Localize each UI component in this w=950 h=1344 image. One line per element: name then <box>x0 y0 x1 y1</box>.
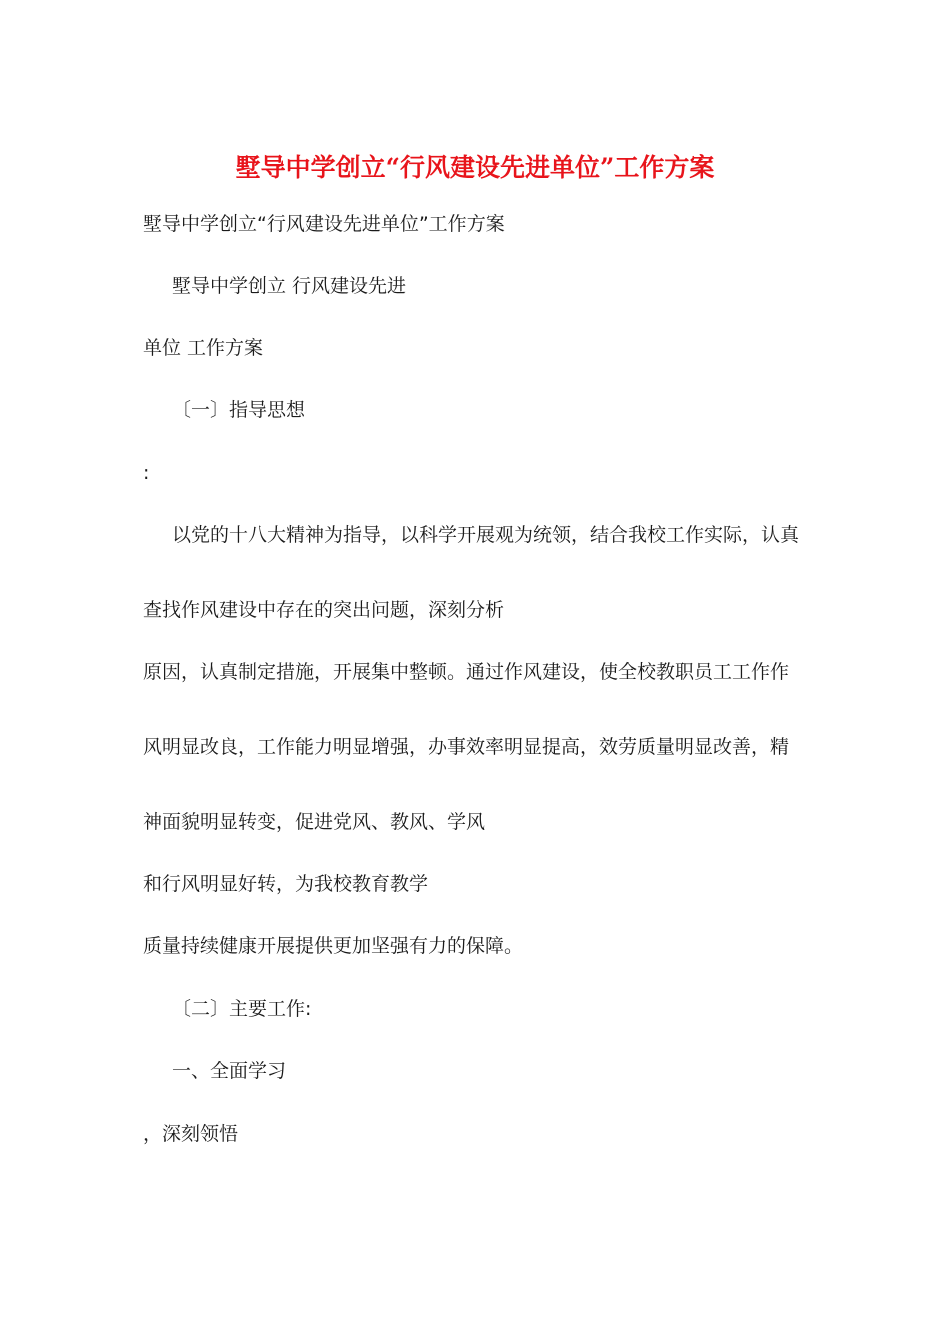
paragraph-line-3: 原因，认真制定措施，开展集中整顿。通过作风建设，使全校教职员工工作作 <box>143 661 790 683</box>
body-line-last: ，深刻领悟 <box>143 1123 239 1145</box>
section-heading-guiding-thought: 〔一〕指导思想 <box>172 399 306 421</box>
subsection-heading-study: 一、全面学习 <box>172 1060 287 1082</box>
body-line-heading-part-2: 单位 工作方案 <box>143 337 264 359</box>
paragraph-line-6: 和行风明显好转，为我校教育教学 <box>143 873 429 895</box>
paragraph-line-4: 风明显改良，工作能力明显增强，办事效率明显提高，效劳质量明显改善，精 <box>143 736 790 758</box>
paragraph-line-1: 以党的十八大精神为指导，以科学开展观为统领，结合我校工作实际，认真 <box>172 524 800 546</box>
paragraph-line-7: 质量持续健康开展提供更加坚强有力的保障。 <box>143 935 524 957</box>
document-title: 墅导中学创立“行风建设先进单位”工作方案 <box>235 153 715 182</box>
body-line-subtitle: 墅导中学创立“行风建设先进单位”工作方案 <box>143 213 505 235</box>
body-line-colon: : <box>143 462 150 484</box>
paragraph-line-2: 查找作风建设中存在的突出问题，深刻分析 <box>143 599 505 621</box>
section-heading-main-work: 〔二〕主要工作: <box>172 998 312 1020</box>
paragraph-line-5: 神面貌明显转变，促进党风、教风、学风 <box>143 811 486 833</box>
body-line-heading-part-1: 墅导中学创立 行风建设先进 <box>172 275 407 297</box>
